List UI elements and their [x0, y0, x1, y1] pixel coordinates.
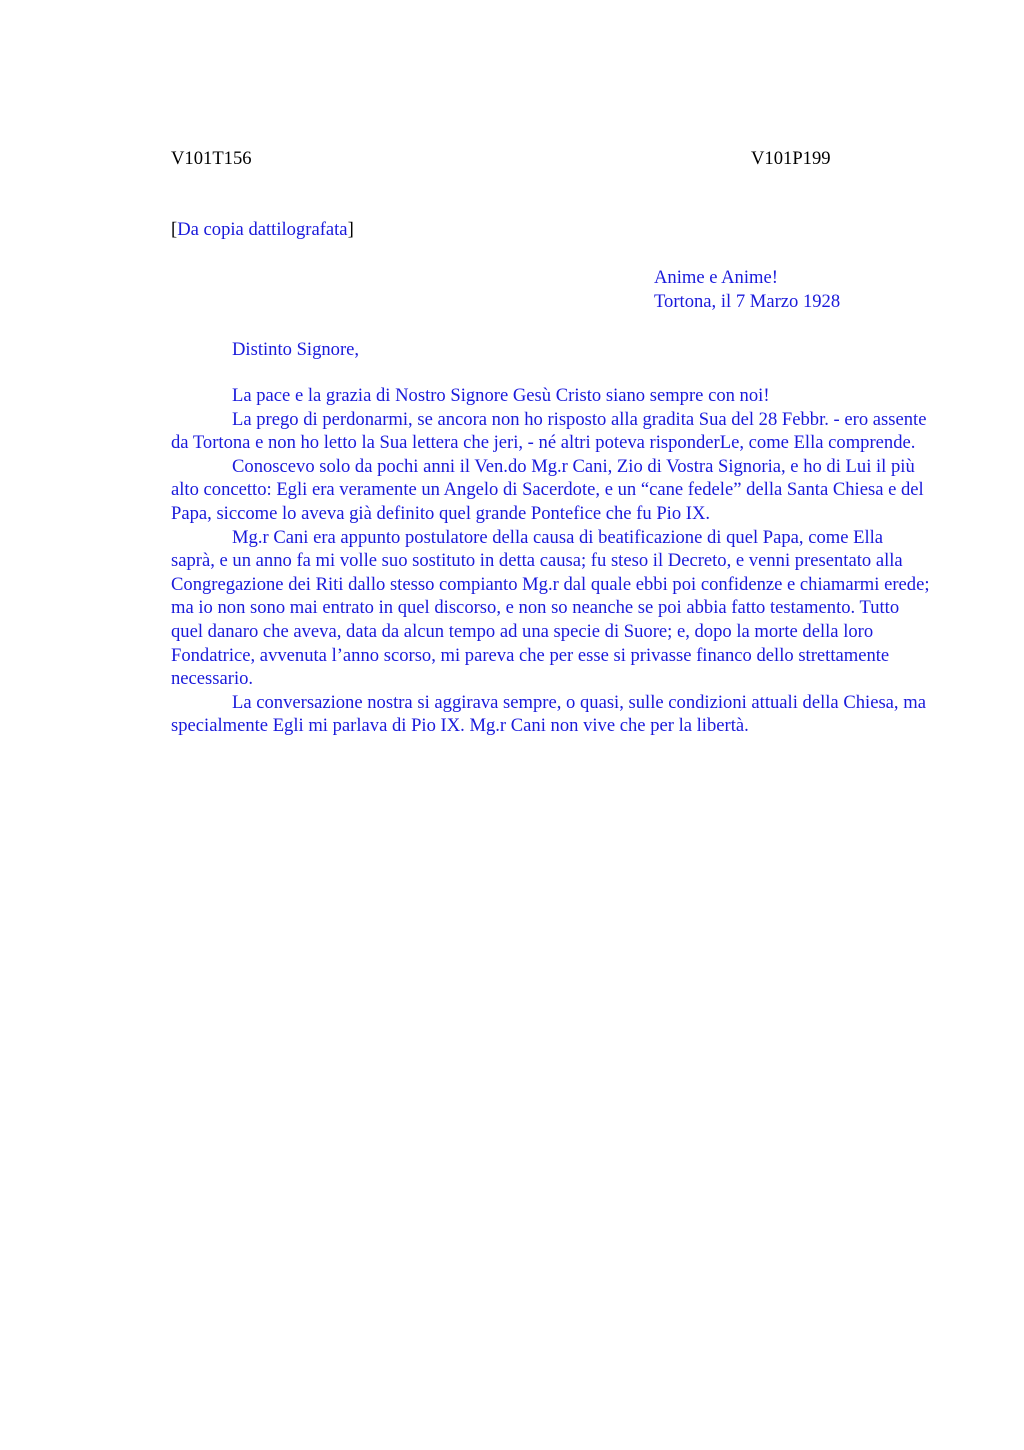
source-note-close-bracket: ] [347, 219, 354, 240]
letter-heading [654, 266, 840, 313]
letter-place-date: Tortona, il 7 Marzo 1928 [654, 290, 841, 312]
letter-paragraph: La prego di perdonarmi, se ancora non ho risposto alla gradita Sua del 28 Febbr. - ero assente da Tortona e non ho letto la Sua lettera che jeri, - né altri poteva risponderLe, come Ella comprende. [171, 408, 927, 454]
letter-body [171, 384, 931, 738]
document-reference-left: V101T156 [171, 148, 252, 169]
letter-paragraph: La pace e la grazia di Nostro Signore Gesù Cristo siano sempre con noi! [232, 385, 770, 406]
letter-paragraph: Mg.r Cani era appunto postulatore della causa di beatificazione di quel Papa, come Ella saprà, e un anno fa mi volle suo sostituto in detta causa; fu steso il Decreto, e venni presentato alla Congregazione dei Riti dallo stesso compianto Mg.r dal quale ebbi poi confidenze e chiamarmi erede; ma io non sono mai entrato in quel discorso, e non so neanche se poi abbia fatto testamento. Tutto quel danaro che aveva, data da alcun tempo ad una specie di Suore; e, dopo la morte della loro Fondatrice, avvenuta l’anno scorso, mi pareva che per esse si privasse financo dello strettamente necessario. [171, 526, 930, 690]
source-note [171, 218, 354, 241]
letter-motto: Anime e Anime! [654, 267, 778, 288]
source-note-open-bracket: [ [171, 219, 178, 240]
letter-paragraph: La conversazione nostra si aggirava sempre, o quasi, sulle condizioni attuali della Chiesa, ma specialmente Egli mi parlava di Pio IX. Mg.r Cani non vive che per la libertà. [171, 691, 926, 737]
letter-paragraph: Conoscevo solo da pochi anni il Ven.do Mg.r Cani, Zio di Vostra Signoria, e ho di Lui il più alto concetto: Egli era veramente un Angelo di Sacerdote, e un “cane fedele” della Santa Chiesa e del Papa, siccome lo aveva già definito quel grande Pontefice che fu Pio IX. [171, 455, 924, 524]
letter-salutation: Distinto Signore, [232, 339, 360, 360]
document-reference-right: V101P199 [751, 148, 831, 169]
source-note-text: Da copia dattilografata [177, 219, 348, 240]
